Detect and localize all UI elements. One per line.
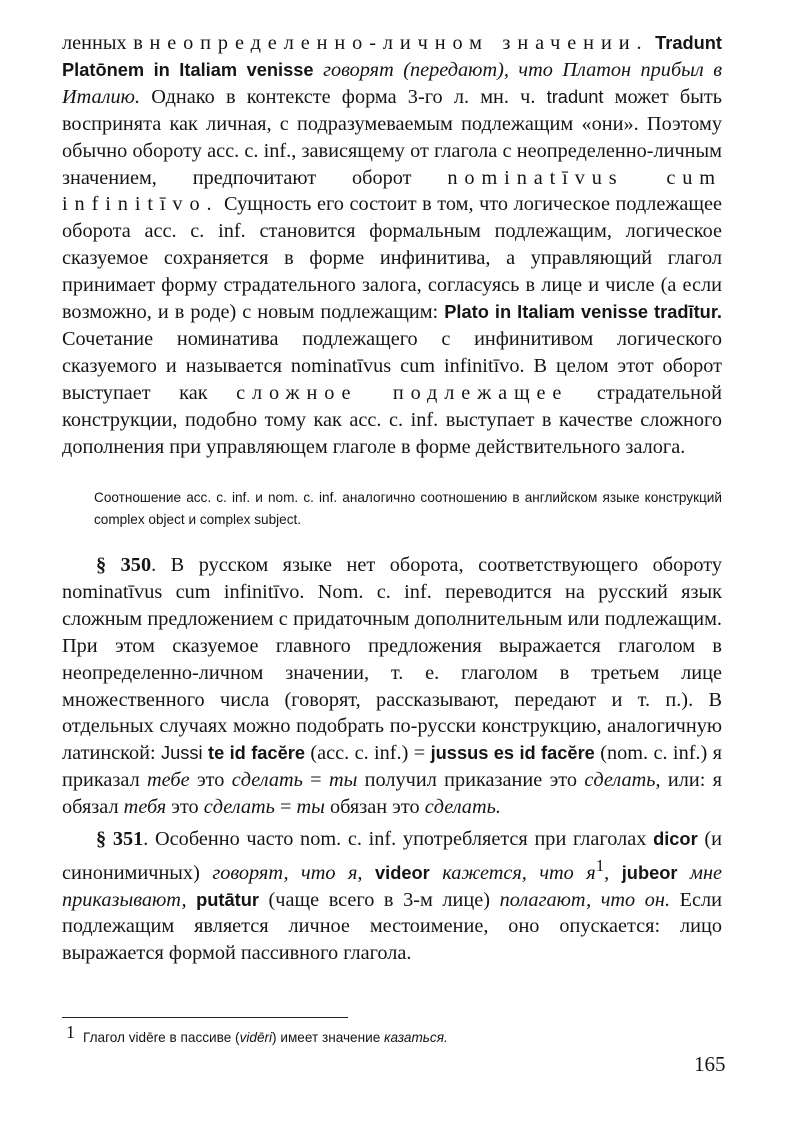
text-run: Глагол vidēre в пассиве (: [83, 1030, 240, 1045]
text-run: ленных в: [62, 32, 150, 54]
paragraph-text: [62, 30, 722, 461]
text-run: [187, 889, 197, 911]
text-run: [430, 862, 442, 884]
latin-verb: jubeor: [621, 861, 678, 883]
spaced-term: неопределенно-личном значении.: [149, 32, 649, 54]
text-run: ) имеет значение: [272, 1030, 385, 1045]
latin-example: Tradunt Platōnem in Italiam venisse: [62, 32, 722, 80]
text-run: [363, 862, 375, 884]
russian-translation: говорят, что я,: [212, 861, 363, 884]
russian-translation: кажется, что я: [442, 861, 596, 884]
italic-word: сделать: [231, 769, 303, 792]
text-run: (nom. c. inf.) я приказал: [62, 742, 722, 792]
latin-verb: dicor: [653, 828, 698, 849]
text-run: Если подлежащим является личное местоимение, оно опускается: лицо выражается формой пассивного глагола.: [62, 888, 722, 965]
text-run: =: [302, 769, 329, 792]
text-run: . Особенно часто nom. c. inf. употребляется при глаголах: [143, 828, 654, 850]
text-run: страдательной конструкции, подобно тому как acc. c. inf. выступает в качестве сложного дополнения при управляющем глаголе в форме действительного залога.: [62, 381, 722, 458]
latin-verb: videor: [374, 861, 430, 883]
latin-word: vidēri: [239, 1030, 273, 1045]
text-run: Сущность его состоит в том, что логическое подлежащее оборота acc. c. inf. становится формальным подлежащим, логическое сказуемое сохраняется в форме инфинитива, а управляющий глагол принимает форму страдательного залога, согласуясь в лице и числе (а если возможно, и в роде) с новым подлежащим:: [62, 193, 722, 324]
text-run: получил приказание это: [357, 769, 585, 792]
text-run: это: [189, 769, 232, 792]
italic-word: ты: [296, 796, 325, 819]
latin-word: tradunt: [546, 85, 604, 107]
text-run: , или: я обязал: [62, 769, 722, 819]
latin-example: Plato in Italiam venisse tradītur.: [444, 301, 722, 323]
section-number: § 351: [96, 828, 144, 850]
latin-word: Jussi: [161, 742, 203, 764]
text-run: (чаще всего в 3-м лице): [258, 888, 500, 911]
russian-translation: казаться.: [384, 1030, 448, 1045]
spaced-term: сложное подлежащее: [236, 381, 569, 404]
section-351-text: [62, 826, 722, 967]
text-run: (acc. c. inf.) =: [304, 742, 431, 765]
latin-verb: putātur: [196, 888, 259, 910]
text-run: Однако в контексте форма 3-го л. мн. ч.: [140, 85, 547, 108]
text-run: [314, 59, 323, 81]
spaced-term: nominatīvus cum infinitīvo.: [62, 166, 722, 216]
section-350: [62, 552, 722, 821]
italic-word: ты: [328, 769, 358, 792]
text-run: Сочетание номинатива подлежащего с инфинитивом логического сказуемого и называется nominatīvus cum infinitīvo. В целом этот оборот выступает как: [62, 327, 722, 404]
latin-example: te id facĕre: [208, 742, 305, 764]
section-350-text: [62, 552, 722, 821]
text-run: =: [274, 796, 297, 819]
italic-word: сделать: [203, 796, 275, 819]
footnote: [66, 1022, 706, 1048]
page-number: 165: [694, 1052, 726, 1076]
text-run: [678, 862, 690, 884]
russian-translation: говорят (передают), что Платон прибыл в Италию.: [62, 58, 723, 108]
italic-word: тебе: [147, 769, 190, 792]
section-number: § 350: [96, 554, 152, 576]
section-351: [62, 826, 722, 967]
text-run: это: [166, 796, 204, 819]
italic-word: сделать: [584, 769, 656, 792]
footnote-mark: 1: [66, 1022, 75, 1042]
text-run: ,: [604, 861, 622, 884]
italic-word: сделать.: [424, 796, 501, 819]
footnote-divider: [62, 1017, 348, 1018]
text-run: обязан это: [324, 796, 425, 819]
russian-translation: полагают, что он.: [499, 888, 671, 911]
small-print-note: Соотношение acc. c. inf. и nom. c. inf. аналогично соотношению в английском языке конструкций complex object и complex subject.: [94, 490, 722, 527]
paragraph-nominativus-cum-infinitivo: [62, 30, 722, 461]
russian-translation: мне приказывают,: [62, 861, 723, 911]
latin-example: jussus es id facĕre: [430, 742, 595, 764]
text-run: (и синонимичных): [62, 828, 722, 884]
footnote-reference: 1: [595, 855, 605, 875]
text-run: . В русском языке нет оборота, соответствующего обороту nominatīvus cum infinitīvo. Nom. c. inf. переводится на русский язык сложным предложением с придаточным дополнительным или подлежащим. При этом сказуемое главного предложения выражается глаголом в неопределенно-личном значении, т. е. глаголом в третьем лице множественного числа (говорят, рассказывают, передают и т. п.). В отдельных случаях можно подобрать по-русски конструкцию, аналогичную латинской:: [62, 554, 722, 765]
italic-word: тебя: [123, 796, 167, 819]
text-run: может быть воспринята как личная, с подразумеваемым подлежащим «они». Поэтому обычно обороту acc. c. inf., зависящему от глагола с неопределенно-личным значением, предпочитают оборот: [62, 85, 722, 189]
